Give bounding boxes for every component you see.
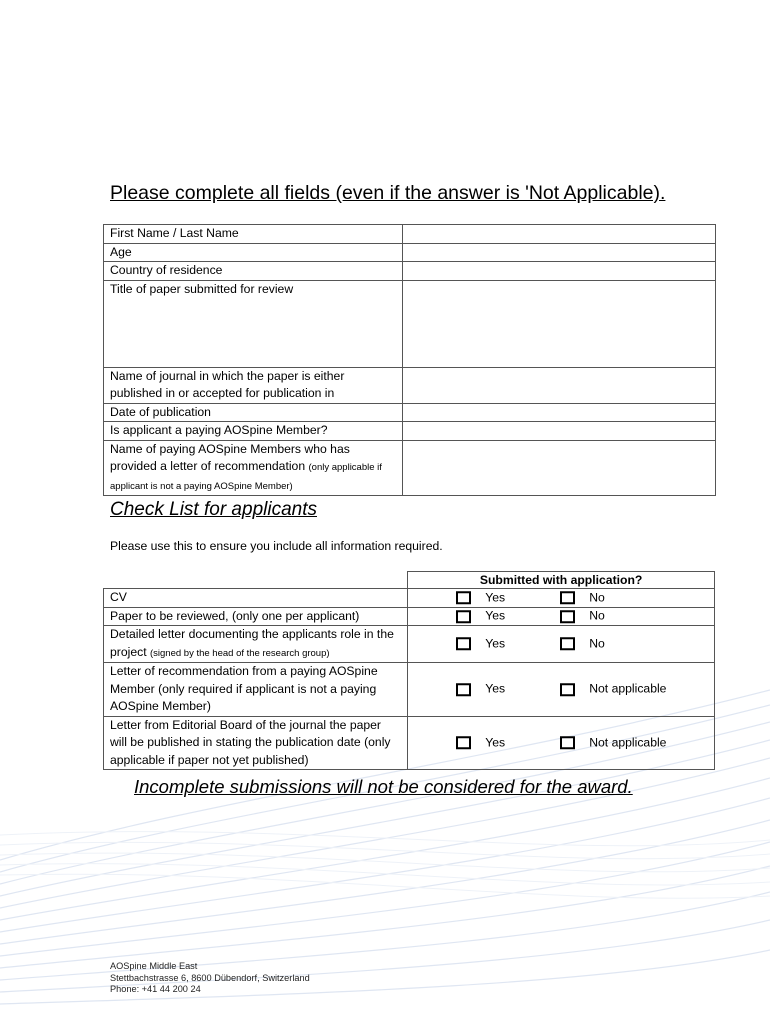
check-options — [408, 589, 715, 608]
no-option[interactable] — [560, 635, 605, 653]
label-publication-date: Date of publication — [104, 403, 403, 422]
check-label-recommendation: Letter of recommendation from a paying AOSpine Member (only required if applicant is not a paying AOSpine Member) — [104, 663, 408, 717]
column-header: Submitted with application? — [408, 572, 715, 589]
checkbox[interactable] — [456, 736, 471, 749]
check-label-cv: CV — [104, 589, 408, 608]
checkbox[interactable] — [560, 638, 575, 651]
yes-option[interactable] — [456, 734, 505, 752]
detailed-letter-note: (signed by the head of the research group) — [149, 647, 330, 659]
table-row — [104, 626, 715, 663]
applicant-info-table — [103, 224, 716, 496]
table-row — [104, 607, 715, 626]
paper-title-field[interactable] — [403, 280, 716, 367]
publication-date-field[interactable] — [403, 403, 716, 422]
checkbox[interactable] — [560, 591, 575, 604]
label-age: Age — [104, 243, 403, 262]
footer-phone: Phone: +41 44 200 24 — [110, 984, 201, 994]
checkbox[interactable] — [560, 683, 575, 696]
member-field[interactable] — [403, 422, 716, 441]
recommender-note: (only applicable if applicant is not a paying AOSpine Member) — [110, 462, 382, 492]
empty-header-cell — [104, 572, 408, 589]
table-row — [104, 716, 715, 770]
not-applicable-option[interactable] — [560, 681, 666, 699]
no-option[interactable] — [560, 608, 605, 626]
table-row — [104, 243, 716, 262]
checkbox[interactable] — [560, 736, 575, 749]
journal-field[interactable] — [403, 367, 716, 403]
yes-option[interactable] — [456, 681, 505, 699]
checklist-title: Check List for applicants — [110, 499, 317, 520]
table-row — [104, 403, 716, 422]
option-label: Yes — [485, 636, 506, 651]
table-row — [104, 422, 716, 441]
yes-option[interactable] — [456, 589, 505, 607]
label-paper-title: Title of paper submitted for review — [104, 280, 403, 367]
label-journal: Name of journal in which the paper is either published in or accepted for publication in — [104, 367, 403, 403]
option-label: Not applicable — [589, 681, 667, 696]
check-label-detailed-letter — [104, 626, 408, 663]
table-header-row — [104, 572, 715, 589]
table-row — [104, 280, 716, 367]
label-name: First Name / Last Name — [104, 225, 403, 244]
yes-option[interactable] — [456, 608, 505, 626]
footer-org: AOSpine Middle East — [110, 961, 198, 971]
check-options — [408, 663, 715, 717]
checkbox[interactable] — [456, 610, 471, 623]
table-row — [104, 663, 715, 717]
table-row — [104, 589, 715, 608]
recommender-field[interactable] — [403, 440, 716, 496]
footer-address — [110, 961, 310, 996]
option-label: Yes — [485, 608, 506, 623]
option-label: Yes — [485, 590, 506, 604]
table-row — [104, 225, 716, 244]
option-label: No — [589, 590, 605, 604]
yes-option[interactable] — [456, 635, 505, 653]
country-field[interactable] — [403, 262, 716, 281]
footer-street: Stettbachstrasse 6, 8600 Dübendorf, Switzerland — [110, 972, 310, 983]
check-options — [408, 626, 715, 663]
checklist-table — [103, 571, 715, 770]
check-label-editorial-letter: Letter from Editorial Board of the journal the paper will be published in stating the publication date (only applicable if paper not yet published) — [104, 716, 408, 770]
table-row — [104, 367, 716, 403]
option-label: Yes — [485, 735, 506, 749]
checkbox[interactable] — [456, 683, 471, 696]
checkbox[interactable] — [456, 591, 471, 604]
recommender-label-text: Name of paying AOSpine Members who has provided a letter of recommendation — [110, 441, 350, 473]
not-applicable-option[interactable] — [560, 734, 666, 752]
incomplete-warning: Incomplete submissions will not be considered for the award. — [134, 776, 633, 797]
table-row — [104, 262, 716, 281]
page-heading: Please complete all fields (even if the answer is 'Not Applicable). — [110, 182, 666, 204]
option-label: Yes — [485, 681, 506, 696]
checkbox[interactable] — [456, 638, 471, 651]
label-country: Country of residence — [104, 262, 403, 281]
option-label: No — [589, 636, 605, 651]
table-row — [104, 440, 716, 496]
no-option[interactable] — [560, 589, 605, 607]
checkbox[interactable] — [560, 610, 575, 623]
name-field[interactable] — [403, 225, 716, 244]
detailed-letter-text: Detailed letter documenting the applicants role in the project — [110, 627, 394, 659]
option-label: No — [589, 608, 605, 623]
check-options — [408, 607, 715, 626]
label-recommender — [104, 440, 403, 496]
age-field[interactable] — [403, 243, 716, 262]
label-member: Is applicant a paying AOSpine Member? — [104, 422, 403, 441]
check-options — [408, 716, 715, 770]
checklist-intro: Please use this to ensure you include all information required. — [110, 539, 443, 553]
option-label: Not applicable — [589, 735, 667, 749]
check-label-paper: Paper to be reviewed, (only one per applicant) — [104, 607, 408, 626]
